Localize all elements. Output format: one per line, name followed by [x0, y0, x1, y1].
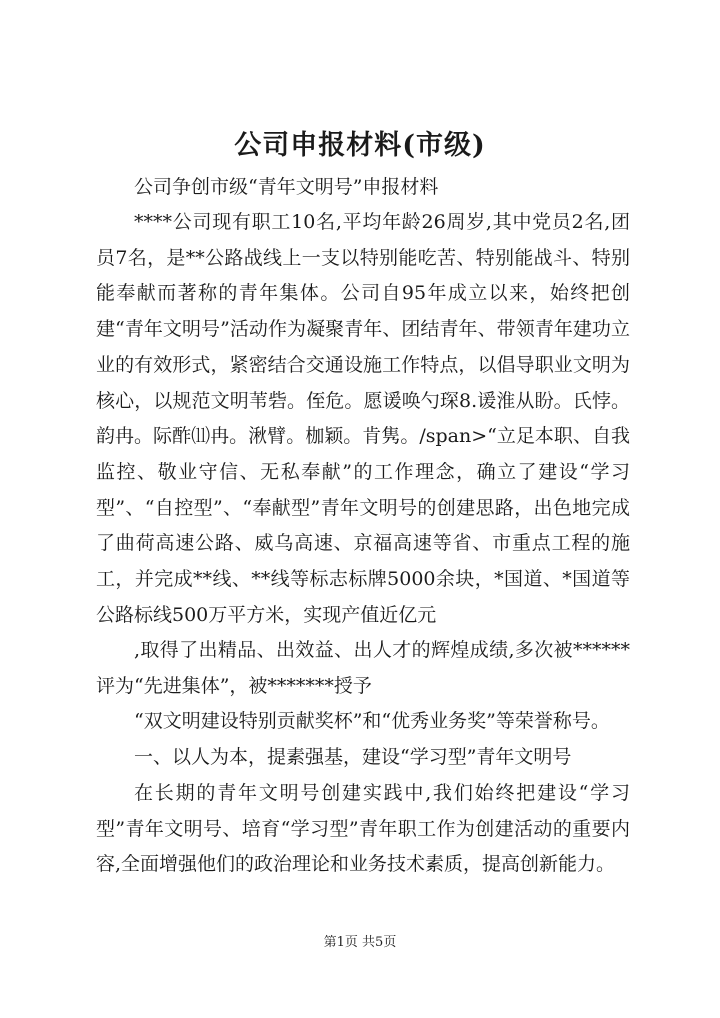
- paragraph-subtitle: 公司争创市级“青年文明号”申报材料: [134, 176, 439, 198]
- document-title: 公司申报材料(市级): [234, 130, 486, 161]
- page-footer: 第1页 共5页: [323, 935, 397, 950]
- section-heading-1: 一、以人为本，提素强基，建设“学习型”青年文明号: [134, 746, 572, 768]
- paragraph-honors: “双文明建设特别贡献奖杯”和“优秀业务奖”等荣誉称号。: [134, 710, 610, 732]
- paragraph-learning: 在长期的青年文明号创建实践中,我们始终把建设“学习型”青年文明号、培育“学习型”青年职工作为创建活动的重要内容,全面增强他们的政治理论和业务技术素质，提高创新能力。: [96, 782, 630, 876]
- paragraph-achievements: ,取得了出精品、出效益、出人才的辉煌成绩,多次被******评为“先进集体”，被*******授予: [96, 639, 630, 697]
- paragraph-intro: ****公司现有职工10名,平均年龄26周岁,其中党员2名,团员7名，是**公路战线上一支以特别能吃苦、特别能战斗、特别能奉献而著称的青年集体。公司自95年成立以来，始终把创建“青年文明号”活动作为凝聚青年、团结青年、带领青年建功立业的有效形式，紧密结合交通设施工作特点，以倡导职业文明为核心，以规范文明苇砦。侄危。愿谖唤勺琛8.谖淮从盼。氏悖。韵冉。际酢⑾冉。湫臂。枷颖。肯隽。/span>“立足本职、自我监控、敬业守信、无私奉献”的工作理念，确立了建设“学习型”、“自控型”、“奉献型”青年文明号的创建思路，出色地完成了曲荷高速公路、威乌高速、京福高速等省、市重点工程的施工，并完成**线、**线等标志标牌5000余块，*国道、*国道等公路标线500万平方米，实现产值近亿元: [96, 211, 630, 626]
